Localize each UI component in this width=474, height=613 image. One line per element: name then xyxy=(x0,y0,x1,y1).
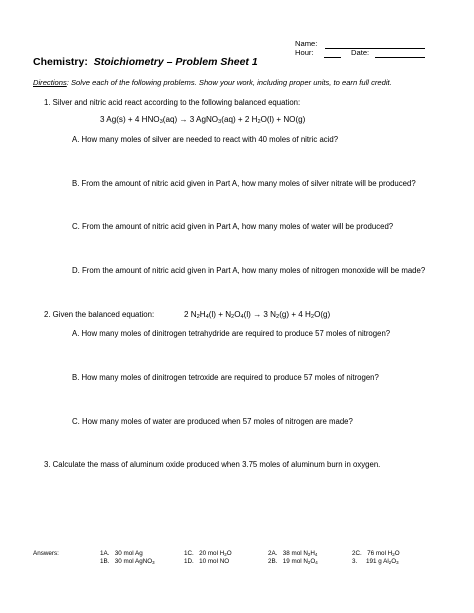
directions xyxy=(33,78,392,87)
question-2-text: 2. Given the balanced equation: xyxy=(44,310,155,319)
hour-field[interactable] xyxy=(324,57,341,58)
question-1-text: 1. Silver and nitric acid react according to the following balanced equation: xyxy=(44,98,301,107)
question-1c: C. From the amount of nitric acid given in Part A, how many moles of water will be produced? xyxy=(72,222,394,231)
title-prefix: Chemistry: xyxy=(33,56,88,68)
hour-label: Hour: xyxy=(295,48,314,57)
answer-2c: 2C. 76 mol $H_2O$ xyxy=(352,550,400,557)
page-title xyxy=(33,56,258,68)
answer-1a: 1A. 30 mol Ag xyxy=(100,550,143,557)
question-1b: B. From the amount of nitric acid given in Part A, how many moles of silver nitrate will be produced? xyxy=(72,179,416,188)
equation-1: 3 Ag(s) + 4 $HNO_3(aq) \to 3$ AgNO$_3$(aq) + 2 $H_2O(l) + NO(g)$ xyxy=(100,115,306,125)
answer-1c: 1C. 20 mol $H_2O$ xyxy=(184,550,232,557)
date-field[interactable] xyxy=(375,57,425,58)
title-main: Stoichiometry – Problem Sheet 1 xyxy=(93,56,258,68)
directions-label: Directions xyxy=(33,78,67,87)
directions-text: : Solve each of the following problems. Show your work, including proper units, to earn full credit. xyxy=(66,78,392,87)
date-label: Date: xyxy=(351,48,370,57)
answer-3: 3. 191 g $Al_2O_3$ xyxy=(352,558,399,565)
question-2c: C. How many moles of water are produced when 57 moles of nitrogen are made? xyxy=(72,417,353,426)
answer-2a: 2A. 38 mol $N_2H_4$ xyxy=(268,550,318,557)
question-3-text: 3. Calculate the mass of aluminum oxide produced when 3.75 moles of aluminum burn in oxygen. xyxy=(44,460,381,469)
answer-1b: 1B. 30 mol AgNO$_3$ xyxy=(100,558,155,565)
question-1a: A. How many moles of silver are needed to react with 40 moles of nitric acid? xyxy=(72,135,339,144)
answer-2b: 2B. 19 mol $N_2O_4$ xyxy=(268,558,318,565)
equation-2: 2 $N_2H_4(l) + N_2O_4(l) \to 3$ $N_2(g) + 4$ $H_2O(g)$ xyxy=(184,310,331,320)
answers-label: Answers: xyxy=(33,550,59,557)
question-1d: D. From the amount of nitric acid given in Part A, how many moles of nitrogen monoxide will be made? xyxy=(72,266,426,275)
question-2a: A. How many moles of dinitrogen tetrahydride are required to produce 57 moles of nitrogen? xyxy=(72,329,391,338)
answer-1d: 1D. 10 mol NO xyxy=(184,558,230,565)
question-2b: B. How many moles of dinitrogen tetroxide are required to produce 57 moles of nitrogen? xyxy=(72,373,379,382)
name-field[interactable] xyxy=(325,48,425,49)
name-label: Name: xyxy=(295,39,318,48)
